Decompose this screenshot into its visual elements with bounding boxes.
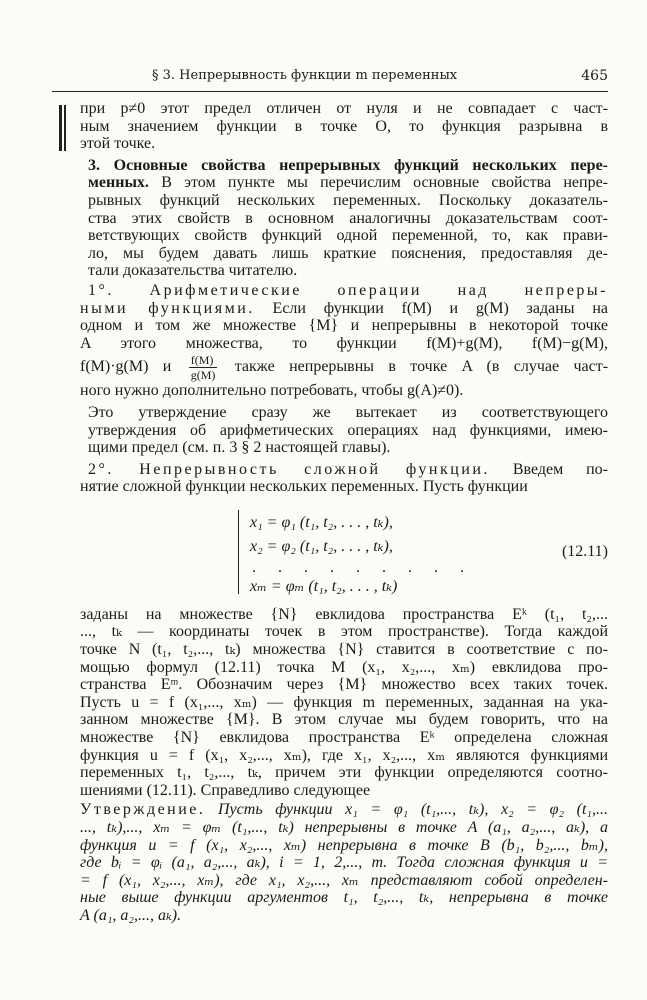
- equation-line-1: x₁ = φ₁ (t₁, t₂, . . . , tₖ),: [250, 513, 393, 531]
- running-header: [52, 64, 608, 88]
- equation-system-12-11: [80, 506, 608, 600]
- composite-function-paragraph: 2°. Непрерывность сложной функции. Введем по- нятие сложной функции нескольких переменных. Пусть функции: [80, 460, 609, 496]
- section-3-paragraph: 3. Основные свойства непрерывных функций нескольких пере- менных. В этом пункте мы перечислим основные свойства непре- рывных функций нескольких переменных. Поскольку доказатель- ства этих свойств в основном аналогичны доказательствам соот- ветствующих свойств функций одной переменной, то, как прави- ло, мы будем давать лишь краткие пояснения, предоставляя де- тали доказательства читателю.: [80, 157, 608, 280]
- paragraph-continuation: при p≠0 этот предел отличен от нуля и не совпадает с част- ным значением функции в точке O, то функция разрывна в этой точке.: [80, 100, 608, 153]
- equation-number: (12.11): [561, 542, 608, 560]
- margin-mark-thin: [64, 105, 66, 151]
- equation-line-m: xₘ = φₘ (t₁, t₂, . . . , tₖ): [250, 577, 398, 595]
- header-rule: [52, 91, 608, 92]
- equation-line-2: x₂ = φ₂ (t₁, t₂, . . . , tₖ),: [250, 537, 393, 555]
- arithmetic-operations-paragraph: 1°. Арифметические операции над непреры- ными функциями. Если функции f(M) и g(M) заданы на одном и том же множестве {M} и непрерывны в некоторой точке A этого множества, то функции f(M)+g(M), f(M)−g(M), f(M)·g(M) и $\frac{f(M)}{g(M)}$ также непрерывны в точке A (в случае част- ного нужно дополнительно потребовать, чтобы g(A)≠0).: [80, 281, 609, 400]
- main-text: [80, 100, 608, 925]
- theorem-paragraph: Утверждение. Пусть функции x₁ = φ₁ (t₁,..., tₖ), x₂ = φ₂ (t₁,... ..., tₖ),..., xₘ = φₘ (t₁,..., tₖ) непрерывны в точке A (a₁, a₂,..., aₖ), а функция u = f (x₁, x₂,..., xₘ) непрерывна в точке B (b₁, b₂,..., bₘ), где bᵢ = φᵢ (a₁, a₂,..., aₖ), i = 1, 2,..., m. Тогда сложная функция u = = f (x₁, x₂,..., xₘ), где x₁, x₂,..., xₘ представляют собой определен- ные выше функции аргументов t₁, t₂,..., tₖ, непрерывна в точке A (a₁, a₂,..., aₖ).: [80, 801, 608, 924]
- equation-dots: . . . . . . . . .: [252, 558, 473, 576]
- margin-mark: [59, 105, 62, 151]
- composite-definition-paragraph: заданы на множестве {N} евклидова пространства Eᵏ (t₁, t₂,... ..., tₖ — координаты точек в этом пространстве). Тогда каждой точке N (t₁, t₂,..., tₖ) множества {N} ставится в соответствие с по- мощью формул (12.11) точка M (x₁, x₂,..., xₘ) евклидова про- странства Eᵐ. Обозначим через {M} множество всех таких точек. Пусть u = f (x₁,..., xₘ) — функция m переменных, заданная на ука- занном множестве {M}. В этом случае мы будем говорить, что на множестве {N} евклидова пространства Eᵏ определена сложная функция u = f (x₁, x₂,..., xₘ), где x₁, x₂,..., xₘ являются функциями переменных t₁, t₂,..., tₖ, причем эти функции определяются соотно- шениями (12.11). Справедливо следующее: [80, 605, 608, 799]
- section-title: 3. Основные свойства непрерывных функций нескольких пере-: [88, 156, 608, 174]
- fraction: $\frac{f(M)}{g(M)}$: [190, 353, 216, 383]
- statement-proof-paragraph: Это утверждение сразу же вытекает из соответствующего утверждения об арифметических операциях над функциями, имею- щими предел (см. п. 3 § 2 настоящей главы).: [88, 403, 608, 457]
- subsection-2-heading: 2°. Непрерывность сложной функции.: [88, 460, 490, 478]
- theorem-label: Утверждение.: [80, 801, 206, 819]
- page-number: 465: [581, 68, 608, 84]
- left-brace: [238, 510, 243, 594]
- header-title: § 3. Непрерывность функции m переменных: [152, 68, 458, 83]
- subsection-1-heading: 1°. Арифметические операции над непреры-: [88, 281, 608, 299]
